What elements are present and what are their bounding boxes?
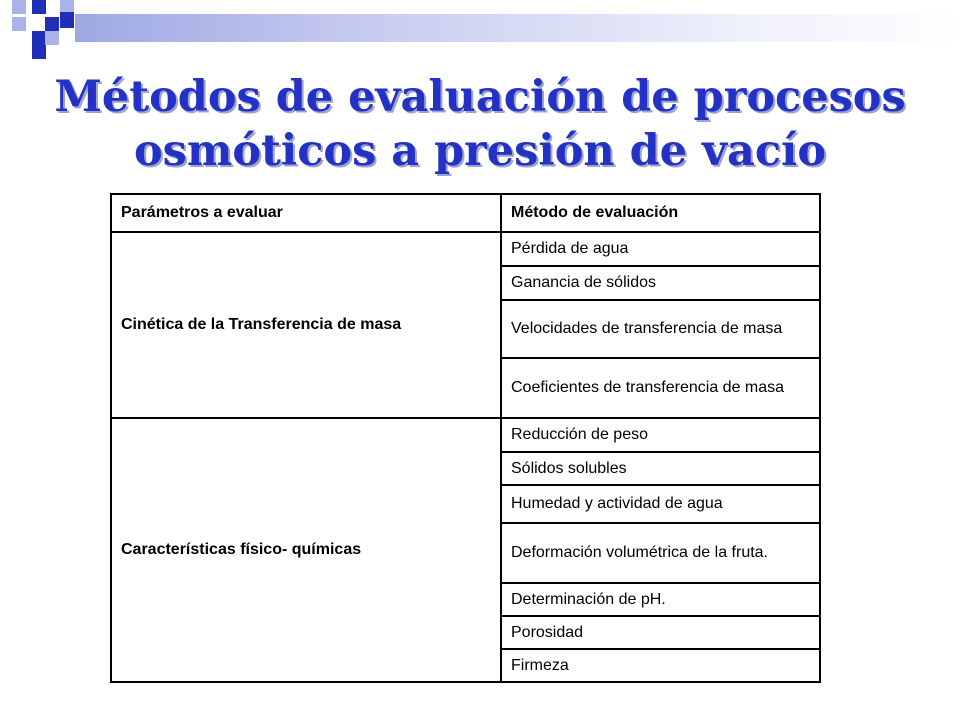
method-cell: Determinación de pH. (501, 583, 820, 616)
table-row (111, 232, 820, 266)
decor-square (45, 31, 59, 45)
title-line-1: Métodos de evaluación de procesos (54, 72, 906, 122)
method-cell: Firmeza (501, 649, 820, 682)
decor-square (12, 0, 26, 14)
method-cell: Ganancia de sólidos (501, 266, 820, 300)
header-gradient-bar (75, 14, 960, 42)
evaluation-table (110, 193, 821, 683)
method-cell: Deformación volumétrica de la fruta. (501, 523, 820, 583)
method-cell: Coeficientes de transferencia de masa (501, 358, 820, 418)
slide-title (0, 70, 960, 178)
decor-square (60, 12, 74, 28)
header-methods: Método de evaluación (501, 194, 820, 232)
method-cell: Humedad y actividad de agua (501, 485, 820, 523)
table-row (111, 418, 820, 452)
parameter-cell: Características físico- químicas (111, 418, 501, 682)
method-cell: Sólidos solubles (501, 452, 820, 485)
method-cell: Porosidad (501, 616, 820, 649)
decor-square (12, 17, 26, 31)
method-cell: Velocidades de transferencia de masa (501, 300, 820, 358)
parameter-cell: Cinética de la Transferencia de masa (111, 232, 501, 418)
decor-square (32, 45, 46, 59)
decor-square (32, 31, 46, 45)
table-header-row (111, 194, 820, 232)
decor-square (45, 17, 59, 31)
title-line-2: osmóticos a presión de vacío (133, 126, 827, 176)
method-cell: Pérdida de agua (501, 232, 820, 266)
decor-square (32, 0, 46, 14)
header-parameters: Parámetros a evaluar (111, 194, 501, 232)
method-cell: Reducción de peso (501, 418, 820, 452)
